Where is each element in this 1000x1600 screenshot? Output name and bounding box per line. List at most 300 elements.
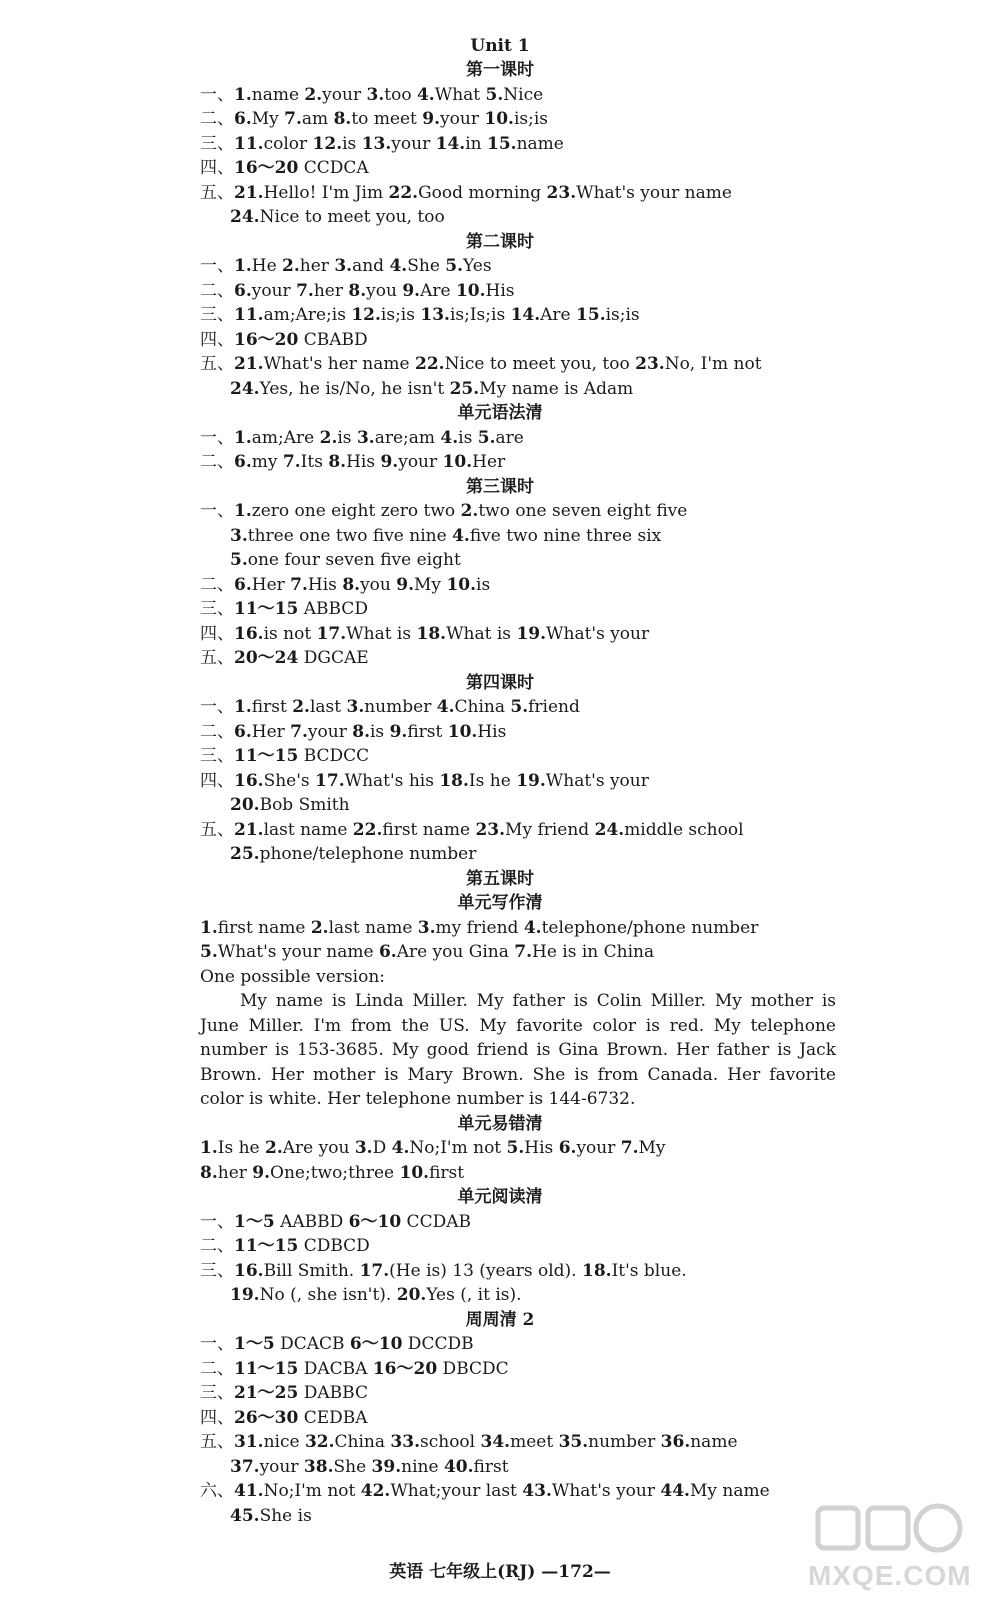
item-number: 2. xyxy=(460,501,479,521)
answer-text: name xyxy=(690,1432,738,1452)
unit-title: Unit 1 xyxy=(470,36,530,56)
section-prefix: 二、 xyxy=(200,109,234,129)
item-number: 7. xyxy=(290,721,308,742)
answer-line xyxy=(200,156,369,180)
item-number: 8. xyxy=(348,280,367,301)
answer-text: in xyxy=(465,133,487,154)
answer-text: Her xyxy=(472,452,506,472)
section-heading: 单元易错清 xyxy=(457,1113,543,1134)
section-heading: 第二课时 xyxy=(466,231,534,252)
answer-text: my friend xyxy=(435,917,524,938)
answer-text: your xyxy=(251,280,297,301)
answer-text: One;two;three xyxy=(270,1162,400,1183)
answer-text: My xyxy=(251,109,285,129)
answer-text: her xyxy=(299,256,335,276)
section-prefix: 一、 xyxy=(200,501,234,521)
item-number: 8. xyxy=(333,109,352,129)
answer-text: My xyxy=(414,574,447,595)
answer-text: DABBC xyxy=(298,1383,368,1403)
section-prefix: 一、 xyxy=(200,1211,234,1232)
answer-text: Bill Smith. xyxy=(263,1260,360,1281)
item-number: 24. xyxy=(230,207,260,227)
answer-text: What's your name xyxy=(217,942,379,962)
section-prefix: 三、 xyxy=(200,133,234,154)
item-number: 35. xyxy=(558,1432,589,1452)
item-number: 2. xyxy=(310,917,329,938)
answer-line xyxy=(200,1161,464,1185)
answer-text: is;Is;is xyxy=(449,305,511,325)
section-heading: 周周清 2 xyxy=(465,1309,535,1330)
answer-line xyxy=(230,524,661,548)
answer-text: Her xyxy=(251,721,291,742)
section-prefix: 二、 xyxy=(200,1358,234,1379)
item-number: 9. xyxy=(389,721,408,742)
item-number: 42. xyxy=(360,1481,391,1501)
item-number: 22. xyxy=(352,819,383,840)
item-number: 10. xyxy=(446,574,477,595)
answer-text: Are xyxy=(540,305,577,325)
item-number: 17. xyxy=(359,1260,390,1281)
answer-line xyxy=(200,1259,687,1283)
answer-text: DBCDC xyxy=(437,1358,509,1379)
section-prefix: 四、 xyxy=(200,1407,234,1428)
item-number: 22. xyxy=(414,354,445,374)
item-number: 24. xyxy=(594,819,625,840)
answer-text: your xyxy=(576,1138,621,1158)
answer-text: What is xyxy=(446,623,517,644)
item-number: 16. xyxy=(234,1260,264,1281)
item-number: 12. xyxy=(312,133,343,154)
item-number: 11～15 xyxy=(234,1236,299,1256)
item-number: 13. xyxy=(361,133,392,154)
answer-line xyxy=(200,818,744,842)
answer-line xyxy=(230,842,476,866)
answer-line xyxy=(200,303,640,327)
item-number: 3. xyxy=(354,1138,373,1158)
item-number: 23. xyxy=(635,354,665,374)
answer-line xyxy=(200,328,368,352)
item-number: 26～30 xyxy=(234,1407,299,1428)
section-heading: 第五课时 xyxy=(466,868,534,889)
answer-text: Are you Gina xyxy=(396,942,515,962)
answer-text: No;I'm not xyxy=(263,1481,361,1501)
item-number: 43. xyxy=(522,1481,552,1501)
answer-text: My xyxy=(638,1138,666,1158)
item-number: 7. xyxy=(290,574,308,595)
answer-text: What is xyxy=(346,623,417,644)
answer-line xyxy=(200,744,369,768)
answer-text: phone/telephone number xyxy=(259,844,477,864)
answer-line xyxy=(230,377,633,401)
answer-text: zero one eight zero two xyxy=(251,501,461,521)
section-prefix: 六、 xyxy=(200,1481,234,1501)
answer-text: No;I'm not xyxy=(409,1138,507,1158)
answer-text: What's your xyxy=(546,623,650,644)
item-number: 9. xyxy=(380,452,399,472)
item-number: 20～24 xyxy=(234,648,299,668)
answer-text: friend xyxy=(528,697,580,717)
answer-text: color xyxy=(263,133,313,154)
item-number: 23. xyxy=(546,182,577,203)
section-prefix: 四、 xyxy=(200,329,234,350)
item-number: 1～5 xyxy=(234,1211,275,1232)
answer-line xyxy=(200,1381,368,1405)
answer-line xyxy=(200,720,506,744)
item-number: 7. xyxy=(620,1138,639,1158)
answer-text: She's xyxy=(263,770,316,791)
item-number: 34. xyxy=(480,1432,511,1452)
section-prefix: 三、 xyxy=(200,1260,234,1281)
item-number: 9. xyxy=(396,574,415,595)
item-number: 6. xyxy=(234,280,252,301)
item-number: 4. xyxy=(436,697,455,717)
section-prefix: 四、 xyxy=(200,158,234,178)
section-prefix: 三、 xyxy=(200,1383,234,1403)
item-number: 9. xyxy=(252,1162,271,1183)
answer-text: BCDCC xyxy=(298,746,370,766)
item-number: 11～15 xyxy=(234,1358,299,1379)
item-number: 10. xyxy=(455,280,486,301)
answer-text: CCDCA xyxy=(298,158,369,178)
item-number: 17. xyxy=(316,623,347,644)
answer-line xyxy=(200,1136,666,1160)
answer-text: Is he xyxy=(217,1138,266,1158)
answer-text: first xyxy=(429,1162,465,1183)
item-number: 2. xyxy=(265,1138,283,1158)
item-number: 21. xyxy=(234,354,264,374)
item-number: 11～15 xyxy=(234,599,299,619)
answer-text: number xyxy=(588,1432,661,1452)
item-number: 21. xyxy=(234,182,264,203)
answer-text: My name is Adam xyxy=(479,378,634,399)
answer-line xyxy=(200,132,564,156)
item-number: 16～20 xyxy=(234,158,299,178)
page-footer: 英语 七年级上(RJ) —172— xyxy=(389,1562,611,1582)
item-number: 9. xyxy=(422,109,441,129)
item-number: 5. xyxy=(485,84,504,105)
item-number: 2. xyxy=(319,427,338,448)
item-number: 10. xyxy=(399,1162,430,1183)
answer-line xyxy=(230,1455,509,1479)
item-number: 40. xyxy=(443,1456,474,1477)
item-number: 3. xyxy=(346,697,365,717)
item-number: 12. xyxy=(351,305,381,325)
section-prefix: 四、 xyxy=(200,623,234,644)
answer-text: is;is xyxy=(380,305,421,325)
answer-text: your xyxy=(307,721,353,742)
answer-text: DCCDB xyxy=(402,1334,474,1354)
answer-text: DGCAE xyxy=(298,648,369,668)
answer-line xyxy=(200,1430,738,1454)
answer-line xyxy=(200,695,580,719)
item-number: 9. xyxy=(402,280,421,301)
answer-text: AABBD xyxy=(274,1211,349,1232)
item-number: 15. xyxy=(486,133,517,154)
item-number: 4. xyxy=(440,427,459,448)
answer-line xyxy=(200,1479,770,1503)
answer-text: Yes xyxy=(463,256,492,276)
item-number: 25. xyxy=(449,378,480,399)
item-number: 2. xyxy=(292,697,310,717)
answer-text: Good morning xyxy=(418,182,547,203)
item-number: 6～10 xyxy=(349,1334,403,1354)
item-number: 3. xyxy=(356,427,375,448)
answer-line xyxy=(200,107,548,131)
answer-text: are;am xyxy=(374,427,441,448)
answer-text: and xyxy=(352,256,390,276)
answer-line xyxy=(200,1406,368,1430)
item-number: 7. xyxy=(296,280,314,301)
answer-line xyxy=(230,1504,312,1528)
answer-text: My name xyxy=(689,1481,770,1501)
answer-text: three one two five nine xyxy=(247,525,453,546)
item-number: 16～20 xyxy=(234,329,299,350)
item-number: 1～5 xyxy=(234,1334,275,1354)
section-prefix: 一、 xyxy=(200,1334,234,1354)
item-number: 13. xyxy=(420,305,450,325)
item-number: 37. xyxy=(230,1456,260,1477)
answer-text: last name xyxy=(328,917,418,938)
answer-line xyxy=(200,573,490,597)
answer-text: What;your last xyxy=(390,1481,523,1501)
answer-text: CCDAB xyxy=(401,1211,471,1232)
sample-composition: My name is Linda Miller. My father is Colin Miller. My mother is June Miller. I'm from the US. My favorite color is red. My telephone number is 153-3685. My good friend is Gina Brown. Her father is Jack Brown. Her mother is Mary Brown. She is from Canada. Her favorite color is white. Her telephone number is 144-6732. xyxy=(200,991,836,1110)
answer-text: It's blue. xyxy=(611,1260,687,1281)
item-number: 6. xyxy=(234,574,252,595)
item-number: 3. xyxy=(366,84,385,105)
answer-text: name xyxy=(516,133,564,154)
section-prefix: 三、 xyxy=(200,305,234,325)
answer-text: No (, she isn't). xyxy=(259,1285,397,1305)
answer-line xyxy=(200,279,515,303)
answer-text: is not xyxy=(263,623,317,644)
item-number: 19. xyxy=(516,623,547,644)
answer-text: Yes, he is/No, he isn't xyxy=(259,378,450,399)
section-prefix: 三、 xyxy=(200,599,234,619)
answer-text: Are xyxy=(420,280,456,301)
answer-line xyxy=(200,646,369,670)
answer-text: first xyxy=(251,697,293,717)
item-number: 1. xyxy=(234,84,252,105)
answer-line xyxy=(200,916,758,940)
answer-line xyxy=(200,254,492,278)
answer-line xyxy=(200,1357,509,1381)
item-number: 18. xyxy=(582,1260,612,1281)
section-prefix: 二、 xyxy=(200,280,234,301)
section-prefix: 一、 xyxy=(200,697,234,717)
answer-text: your xyxy=(322,84,367,105)
item-number: 1. xyxy=(200,917,218,938)
answer-text: your xyxy=(391,133,436,154)
item-number: 3. xyxy=(417,917,436,938)
answer-text: school xyxy=(420,1432,481,1452)
item-number: 1. xyxy=(234,697,252,717)
item-number: 6. xyxy=(378,942,397,962)
answer-text: is xyxy=(342,133,362,154)
answer-line xyxy=(200,769,649,793)
answer-text: Bob Smith xyxy=(259,795,350,815)
section-prefix: 五、 xyxy=(200,1432,234,1452)
section-prefix: 五、 xyxy=(200,648,234,668)
answer-text: last xyxy=(309,697,347,717)
answer-text: He is in China xyxy=(532,942,655,962)
item-number: 6. xyxy=(234,109,252,129)
item-number: 33. xyxy=(390,1432,420,1452)
item-number: 4. xyxy=(416,84,435,105)
item-number: 6. xyxy=(234,721,252,742)
answer-text: first xyxy=(407,721,448,742)
section-prefix: 二、 xyxy=(200,452,234,472)
item-number: 31. xyxy=(234,1432,264,1452)
answer-text: What xyxy=(434,84,486,105)
item-number: 7. xyxy=(282,452,301,472)
answer-text: DACBA xyxy=(298,1358,373,1379)
answer-text: is xyxy=(337,427,357,448)
answer-text: CEDBA xyxy=(298,1407,368,1428)
answer-text: her xyxy=(217,1162,253,1183)
item-number: 10. xyxy=(484,109,514,129)
section-prefix: 二、 xyxy=(200,1236,234,1256)
answer-text: ABBCD xyxy=(298,599,368,619)
answer-text: CBABD xyxy=(298,329,368,350)
answer-text: She xyxy=(407,256,446,276)
answer-text: telephone/phone number xyxy=(541,917,759,938)
item-number: 5. xyxy=(200,942,218,962)
answer-text: His xyxy=(524,1138,559,1158)
answer-text: your xyxy=(398,452,443,472)
item-number: 2. xyxy=(304,84,323,105)
item-number: 4. xyxy=(391,1138,410,1158)
answer-line xyxy=(200,622,649,646)
answer-text: is xyxy=(370,721,390,742)
item-number: 41. xyxy=(234,1481,264,1501)
item-number: 44. xyxy=(660,1481,690,1501)
item-number: 16～20 xyxy=(372,1358,438,1379)
answer-line xyxy=(200,1332,474,1356)
answer-text: Is he xyxy=(468,770,517,791)
answer-text: D xyxy=(372,1138,392,1158)
answer-text: His xyxy=(485,280,515,301)
item-number: 22. xyxy=(388,182,419,203)
item-number: 20. xyxy=(396,1285,427,1305)
item-number: 32. xyxy=(304,1432,335,1452)
answer-text: are xyxy=(495,427,524,448)
answer-text: Nice to meet you, too xyxy=(444,354,636,374)
item-number: 4. xyxy=(452,525,470,546)
section-prefix: 五、 xyxy=(200,182,234,203)
section-heading: 单元语法清 xyxy=(457,403,543,423)
answer-text: name xyxy=(251,84,305,105)
item-number: 1. xyxy=(200,1138,218,1158)
answer-text: first name xyxy=(382,819,476,840)
item-number: 38. xyxy=(303,1456,334,1477)
item-number: 19. xyxy=(230,1285,260,1305)
answer-text: number xyxy=(364,697,437,717)
answer-line xyxy=(200,1234,370,1258)
item-number: 8. xyxy=(352,721,370,742)
answer-text: nine xyxy=(401,1456,444,1477)
answer-line xyxy=(200,499,687,523)
item-number: 16. xyxy=(234,623,264,644)
answer-text: His xyxy=(346,452,381,472)
answer-text: two one seven eight five xyxy=(478,501,688,521)
item-number: 18. xyxy=(439,770,469,791)
item-number: 10. xyxy=(447,721,478,742)
section-prefix: 五、 xyxy=(200,354,234,374)
section-prefix: 一、 xyxy=(200,256,234,276)
item-number: 6～10 xyxy=(348,1211,402,1232)
answer-text: your xyxy=(440,109,485,129)
answer-text: your xyxy=(259,1456,304,1477)
answer-text: first name xyxy=(217,917,311,938)
item-number: 45. xyxy=(230,1505,260,1526)
item-number: 8. xyxy=(342,574,361,595)
item-number: 14. xyxy=(435,133,466,154)
item-number: 7. xyxy=(284,109,302,129)
answer-line xyxy=(200,940,654,964)
answer-text: Nice to meet you, too xyxy=(259,207,445,227)
answer-line xyxy=(200,352,762,376)
answer-text: you xyxy=(366,280,403,301)
section-prefix: 二、 xyxy=(200,721,234,742)
answer-text: His xyxy=(477,721,507,742)
answer-text: No, I'm not xyxy=(664,354,762,374)
item-number: 24. xyxy=(230,378,260,399)
section-prefix: 二、 xyxy=(200,574,234,595)
answer-text: to meet xyxy=(351,109,423,129)
item-number: 1. xyxy=(234,427,252,448)
answer-text: She xyxy=(333,1456,372,1477)
item-number: 23. xyxy=(475,819,506,840)
item-number: 36. xyxy=(660,1432,691,1452)
answer-text: is xyxy=(476,574,491,595)
item-number: 21. xyxy=(234,819,264,840)
answer-text: She is xyxy=(259,1505,312,1526)
item-number: 19. xyxy=(516,770,546,791)
answer-text: Its xyxy=(300,452,329,472)
item-number: 3. xyxy=(334,256,353,276)
answer-text: her xyxy=(313,280,349,301)
item-number: 5. xyxy=(445,256,464,276)
item-number: 2. xyxy=(282,256,300,276)
item-number: 1. xyxy=(234,501,252,521)
item-number: 4. xyxy=(389,256,408,276)
answer-text: What's your name xyxy=(576,182,732,203)
item-number: 15. xyxy=(576,305,606,325)
section-prefix: One possible version: xyxy=(200,966,385,987)
answer-text: His xyxy=(307,574,343,595)
answer-text: My friend xyxy=(505,819,595,840)
answer-text: one four seven five eight xyxy=(247,550,461,570)
answer-text: Nice xyxy=(503,84,544,105)
answer-text: What's your xyxy=(551,1481,661,1501)
item-number: 18. xyxy=(416,623,447,644)
answer-text: first xyxy=(473,1456,509,1477)
answer-text: China xyxy=(454,697,511,717)
item-number: 11. xyxy=(234,133,264,154)
answer-text: (He is) 13 (years old). xyxy=(389,1260,582,1281)
section-heading: 第四课时 xyxy=(466,672,534,693)
section-heading: 第一课时 xyxy=(466,60,534,80)
item-number: 5. xyxy=(510,697,529,717)
answer-text: What's her name xyxy=(263,354,415,374)
section-prefix: 五、 xyxy=(200,819,234,840)
answer-text: am;Are xyxy=(251,427,320,448)
item-number: 14. xyxy=(510,305,541,325)
item-number: 5. xyxy=(230,550,248,570)
answer-text: am xyxy=(301,109,334,129)
answer-text: What's your xyxy=(545,770,649,791)
